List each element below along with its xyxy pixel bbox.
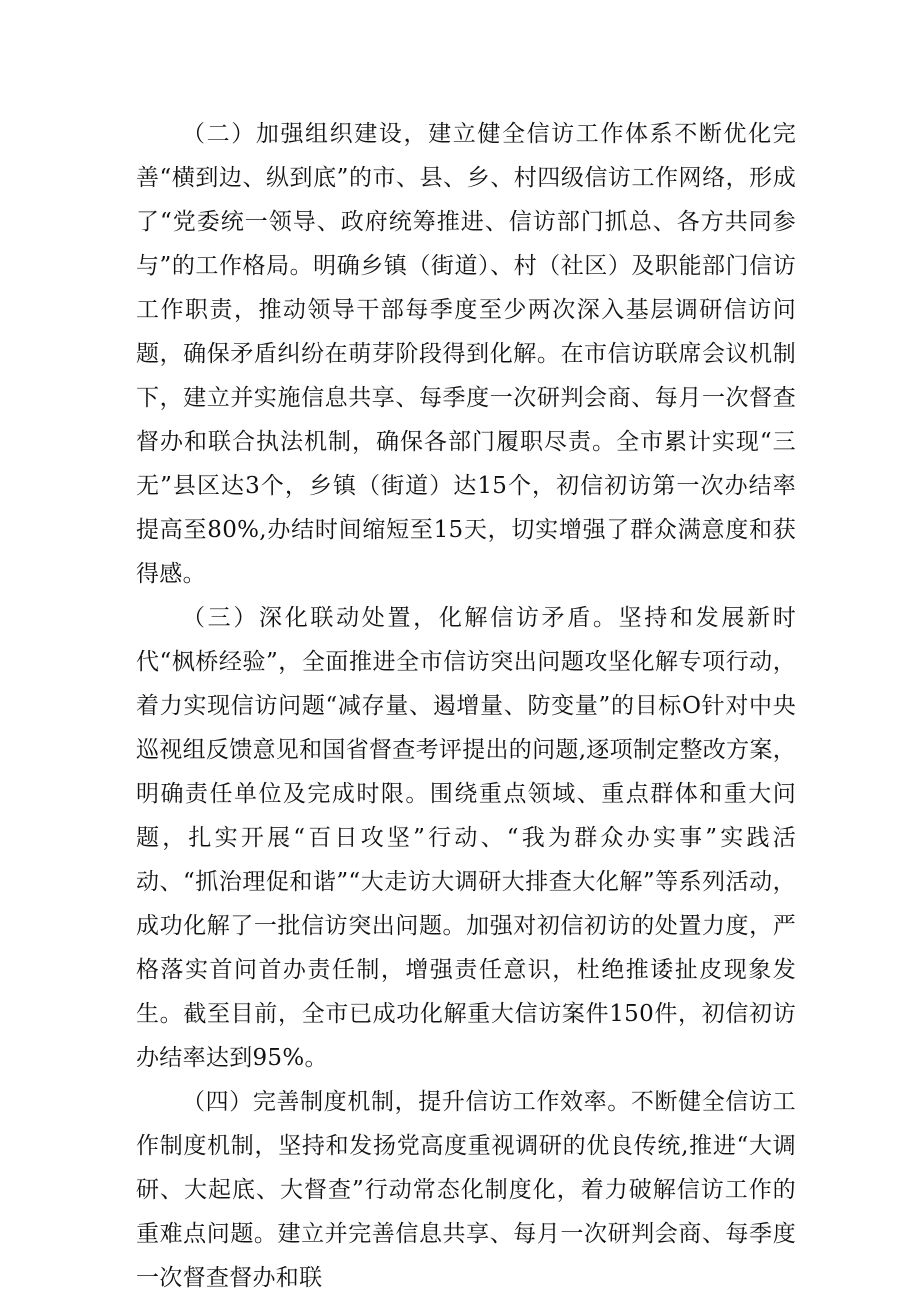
paragraph-organization-building: （二）加强组织建设，建立健全信访工作体系不断优化完善“横到边、纵到底”的市、县、乡、村四级信访工作网络，形成了“党委统一领导、政府统筹推进、信访部门抓总、各方共同参与”的工作格局。明确乡镇（街道）、村（社区）及职能部门信访工作职责，推动领导干部每季度至少两次深入基层调研信访问题，确保矛盾纠纷在萌芽阶段得到化解。在市信访联席会议机制下，建立并实施信息共享、每季度一次研判会商、每月一次督查督办和联合执法机制，确保各部门履职尽责。全市累计实现“三无”县区达3个，乡镇（街道）达15个，初信初访第一次办结率提高至80%,办结时间缩短至15天，切实增强了群众满意度和获得感。 — [136, 121, 796, 587]
paragraph-system-mechanism: （四）完善制度机制，提升信访工作效率。不断健全信访工作制度机制，坚持和发扬党高度重视调研的优良传统,推进“大调研、大起底、大督查”行动常态化制度化，着力破解信访工作的重难点问题。建立并完善信息共享、每月一次研判会商、每季度一次督查督办和联 — [136, 1089, 796, 1291]
paragraph-linked-handling: （三）深化联动处置，化解信访矛盾。坚持和发展新时代“枫桥经验”，全面推进全市信访突出问题攻坚化解专项行动，着力实现信访问题“减存量、遏增量、防变量”的目标O针对中央巡视组反馈意见和国省督查考评提出的问题,逐项制定整改方案，明确责任单位及完成时限。围绕重点领域、重点群体和重大问题，扎实开展“百日攻坚”行动、“我为群众办实事”实践活动、“抓治理促和谐”“大走访大调研大排查大化解”等系列活动，成功化解了一批信访突出问题。加强对初信初访的处置力度，严格落实首问首办责任制，增强责任意识，杜绝推诿扯皮现象发生。截至目前，全市已成功化解重大信访案件150件，初信初访办结率达到95%。 — [136, 605, 797, 1071]
document-body — [136, 112, 796, 1300]
